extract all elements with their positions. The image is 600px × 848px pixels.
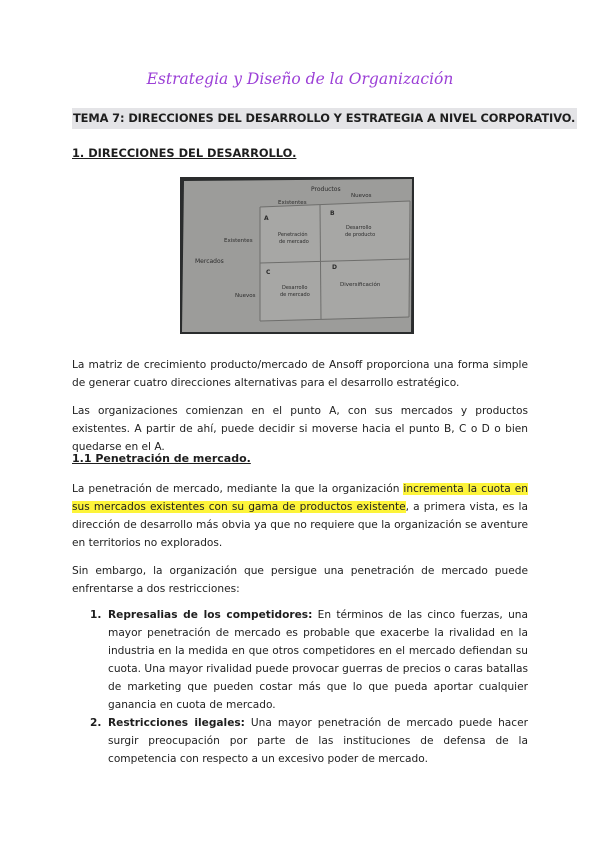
highlighted-text: incrementa la cuota en sus mercados existentes con su gama de productos existente: [72, 483, 528, 513]
list-item-text: En términos de las cinco fuerzas, una mayor penetración de mercado es probable que exacerbe la rivalidad en la industria en la medida en que otros competidores en el mercado defiendan su cuota. Una mayor rivalidad puede provocar guerras de precios o caras batallas de marketing que pueden costar más que lo que pueda aportar cualquier ganancia en cuota de mercado.: [108, 609, 528, 711]
figure-nuevos-top: Nuevos: [351, 193, 372, 199]
figure-cell-b-line1: Desarrollo: [346, 225, 372, 231]
figure-cell-a-line2: de mercado: [279, 239, 309, 245]
figure-existentes-left: Existentes: [224, 238, 253, 244]
figure-cell-a-line1: Penetración: [278, 232, 308, 238]
list-item-number: 1.: [90, 609, 102, 621]
paragraph-ansoff-intro: La matriz de crecimiento producto/mercado de Ansoff proporciona una forma simple de generar cuatro direcciones alternativas para el desarrollo estratégico.: [72, 359, 528, 389]
list-item-number: 2.: [90, 717, 102, 729]
document-title: Estrategia y Diseño de la Organización: [146, 70, 454, 88]
figure-mercados-label: Mercados: [195, 258, 224, 265]
paragraph-market-penetration: [72, 480, 528, 552]
list-item-text: Una mayor penetración de mercado puede hacer surgir preocupación por parte de las instituciones de defensa de la competencia con respecto a un excesivo poder de mercado.: [108, 717, 528, 765]
figure-cell-c-letter: C: [266, 269, 271, 276]
paragraph-starting-point: Las organizaciones comienzan en el punto A, con sus mercados y productos existentes. A partir de ahí, puede decidir si moverse hacia el punto B, C o D o bien quedarse en el A.: [72, 405, 528, 453]
paragraph-restrictions-intro: Sin embargo, la organización que persigue una penetración de mercado puede enfrentarse a dos restricciones:: [72, 565, 528, 595]
figure-cell-c-line2: de mercado: [280, 292, 310, 298]
ansoff-matrix-photo: [180, 177, 414, 334]
section-heading-1-1: 1.1 Penetración de mercado.: [72, 452, 251, 465]
list-item-lead: Restricciones ilegales:: [108, 717, 245, 729]
section-heading-1: 1. DIRECCIONES DEL DESARROLLO.: [72, 146, 297, 160]
list-item: [72, 714, 528, 768]
restrictions-list: [72, 606, 528, 768]
figure-cell-d-letter: D: [332, 264, 337, 271]
figure-productos-label: Productos: [311, 186, 341, 193]
figure-cell-d-line1: Diversificación: [340, 282, 381, 288]
list-item: [72, 606, 528, 714]
paragraph-market-penetration-start: La penetración de mercado, mediante la que la organización: [72, 483, 404, 495]
figure-cell-c-line1: Desarrollo: [282, 285, 308, 291]
figure-cell-a-letter: A: [264, 215, 269, 222]
list-item-lead: Represalias de los competidores:: [108, 609, 313, 621]
figure-existentes-top: Existentes: [278, 200, 307, 206]
topic-heading: TEMA 7: DIRECCIONES DEL DESARROLLO Y ESTRATEGIA A NIVEL CORPORATIVO.: [72, 108, 577, 129]
paragraph-market-penetration-end: , a primera vista, es la dirección de desarrollo más obvia ya que no requiere que la organización se aventure en territorios no explorados.: [72, 501, 528, 549]
figure-cell-b-line2: de producto: [345, 232, 376, 238]
figure-cell-b-letter: B: [330, 210, 335, 217]
figure-nuevos-left: Nuevos: [235, 293, 256, 299]
